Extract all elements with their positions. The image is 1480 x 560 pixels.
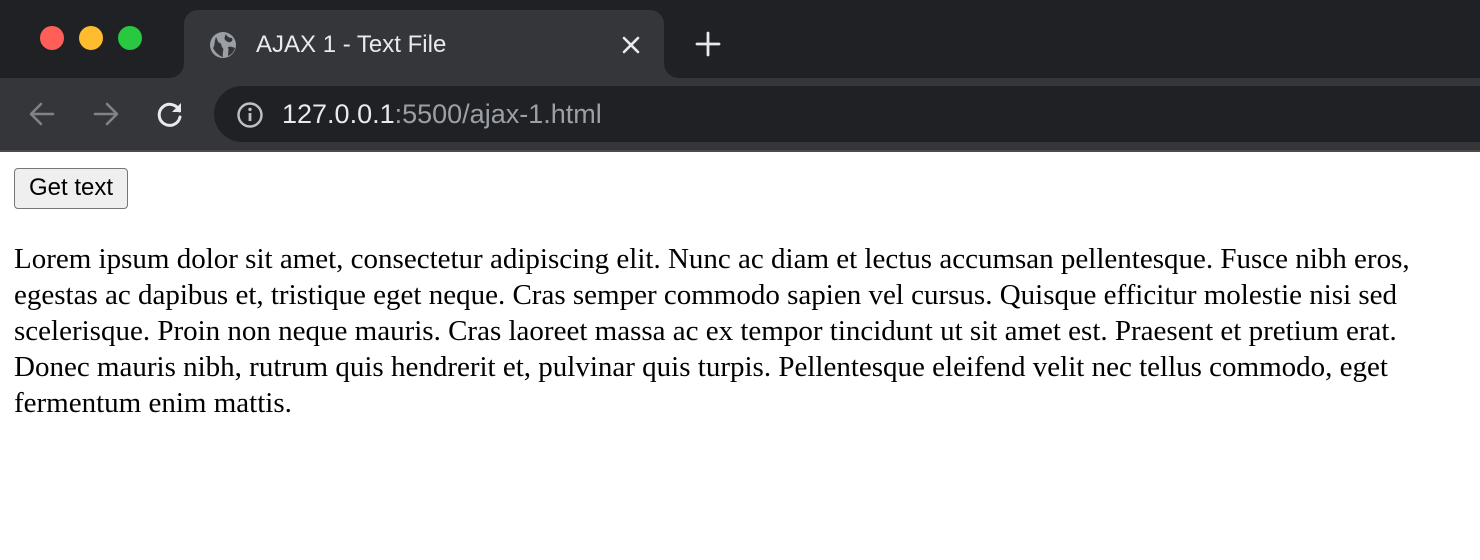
url-text[interactable]	[282, 98, 602, 130]
forward-arrow-icon[interactable]	[90, 98, 122, 130]
url-host: 127.0.0.1	[282, 99, 395, 129]
url-path: :5500/ajax-1.html	[394, 99, 602, 129]
close-icon[interactable]	[620, 34, 642, 56]
maximize-window-button[interactable]	[118, 26, 142, 50]
back-arrow-icon[interactable]	[26, 98, 58, 130]
output-text: Lorem ipsum dolor sit amet, consectetur adipiscing elit. Nunc ac diam et lectus accumsan pellentesque. Fusce nibh eros, egestas ac dapibus et, tristique eget neque. Cras semper commodo sapien vel cursus. Quisque efficitur molestie nisi sed scelerisque. Proin non neque mauris. Cras laoreet massa ac ex tempor tincidunt ut sit amet est. Praesent et pretium erat. Donec mauris nibh, rutrum quis hendrerit et, pulvinar quis turpis. Pellentesque eleifend velit nec tellus commodo, eget fermentum enim mattis.	[14, 243, 1410, 419]
close-window-button[interactable]	[40, 26, 64, 50]
address-bar[interactable]	[214, 86, 1480, 142]
get-text-button[interactable]: Get text	[14, 168, 128, 209]
new-tab-icon[interactable]	[694, 30, 722, 58]
minimize-window-button[interactable]	[79, 26, 103, 50]
reload-icon[interactable]	[154, 98, 186, 130]
window-controls	[40, 26, 142, 50]
page-content	[0, 152, 1480, 437]
browser-tab-active[interactable]	[184, 10, 664, 78]
tab-title: AJAX 1 - Text File	[256, 31, 447, 58]
browser-toolbar	[0, 78, 1480, 152]
browser-titlebar	[0, 0, 1480, 78]
info-icon[interactable]	[236, 101, 264, 129]
globe-icon	[208, 30, 238, 60]
